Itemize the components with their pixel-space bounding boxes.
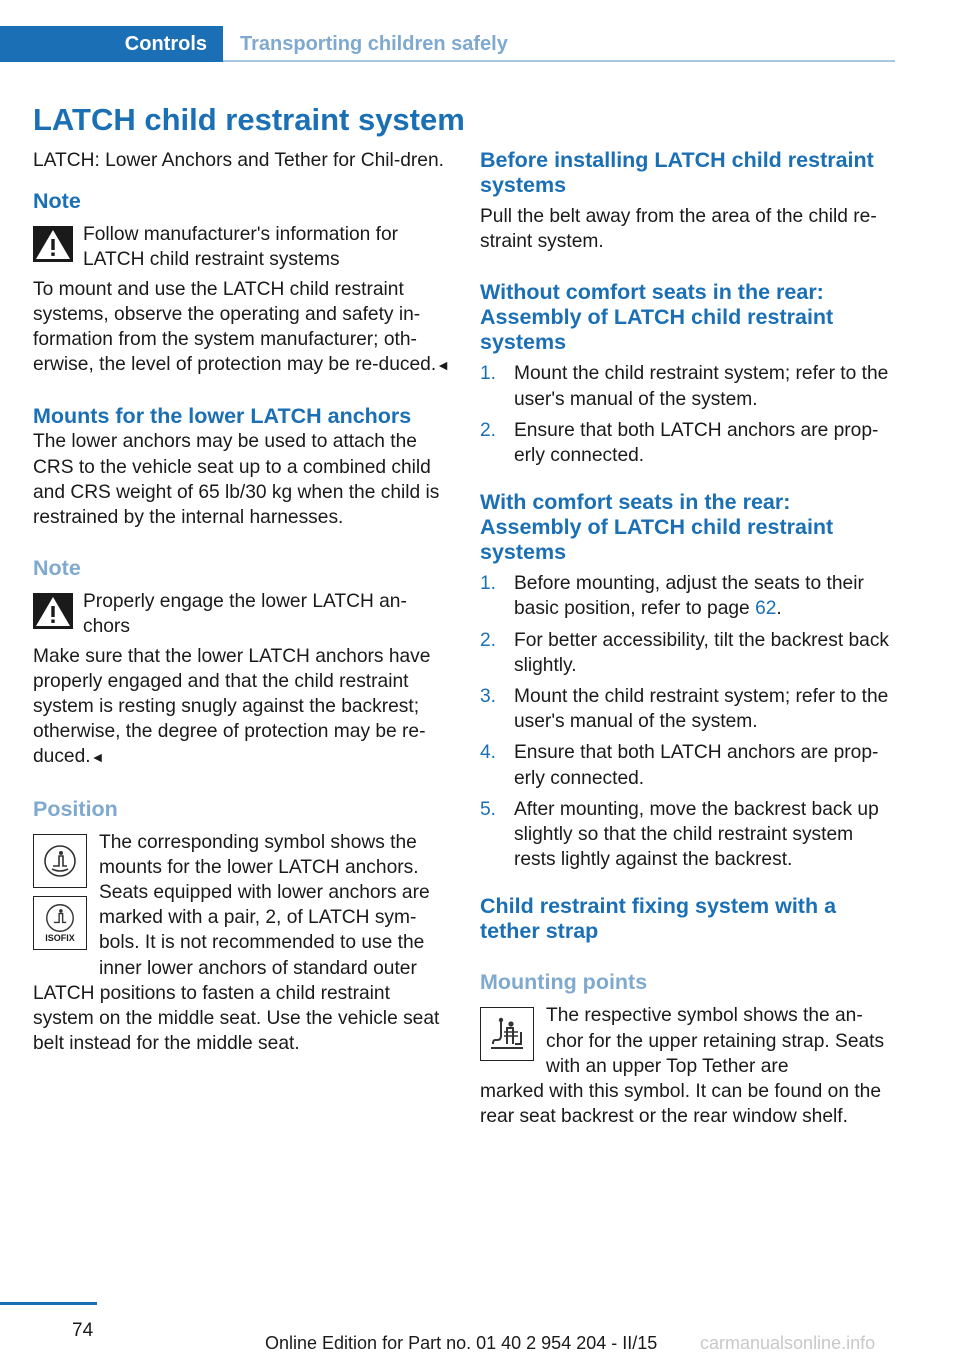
- footer-divider: [0, 1302, 97, 1305]
- intro-text: LATCH: Lower Anchors and Tether for Chil-dren.: [33, 150, 444, 171]
- before-heading: Before installing LATCH child restraint systems: [480, 148, 874, 197]
- end-mark-icon: ◄: [436, 357, 451, 374]
- list-item: 2. For better accessibility, tilt the backrest back slightly.: [480, 629, 890, 676]
- warning-triangle-icon: [33, 593, 73, 629]
- isofix-symbol-icon: [33, 896, 87, 950]
- without-heading: Without comfort seats in the rear: Assembly of LATCH child restraint systems: [480, 280, 834, 355]
- list-item: 2. Ensure that both LATCH anchors are prop-erly connected.: [480, 419, 879, 467]
- page-number: 74: [72, 1320, 94, 1341]
- mounting-heading: Mounting points: [480, 970, 648, 995]
- tether-heading: Child restraint fixing system with a tether strap: [480, 894, 837, 944]
- top-tether-symbol-icon: [480, 1007, 534, 1061]
- warning-triangle-icon: [33, 226, 73, 262]
- list-item: 3. Mount the child restraint system; refer to the user's manual of the system.: [480, 686, 889, 733]
- latch-symbol-icon: [33, 834, 87, 888]
- note1-heading: Note: [33, 189, 81, 214]
- right-column: [480, 148, 896, 1129]
- mounts-body: The lower anchors may be used to attach the CRS to the vehicle seat up to a combined child and CRS weight of 65 lb/30 kg when the child is restrained by the internal harnesses.: [33, 431, 440, 529]
- list-item: 5. After mounting, move the backrest back up slightly so that the child restraint system rests lightly against the backrest.: [480, 798, 879, 871]
- list-item: 1. Mount the child restraint system; refer to the user's manual of the system.: [480, 363, 889, 410]
- page-header: [0, 0, 960, 64]
- note2-lead: Properly engage the lower LATCH an-chors: [83, 591, 407, 638]
- note2-row: [33, 589, 451, 639]
- note2-heading: Note: [33, 556, 81, 581]
- edition-text: Online Edition for Part no. 01 40 2 954 204 - II/15: [265, 1333, 658, 1353]
- section-tab-transporting-children[interactable]: Transporting children safely: [240, 32, 508, 55]
- note1-body: To mount and use the LATCH child restraint systems, observe the operating and safety in-formation from the system manufacturer; oth-erwise, the level of protection may be re-duced.◄: [33, 278, 451, 376]
- position-block: [33, 830, 451, 1057]
- end-mark-icon: ◄: [90, 749, 105, 766]
- list-item: 1. Before mounting, adjust the seats to their basic position, refer to page 62.: [480, 573, 864, 620]
- page-title: LATCH child restraint system: [33, 102, 465, 137]
- note1-row: [33, 222, 451, 272]
- position-body-rest: LATCH positions to fasten a child restraint system on the middle seat. Use the vehicle seat belt instead for the middle seat.: [33, 982, 440, 1055]
- before-body: Pull the belt away from the area of the child re-straint system.: [480, 206, 877, 253]
- section-tab-controls[interactable]: Controls: [0, 26, 223, 62]
- mounting-body-indent: The respective symbol shows the an-chor for the upper retaining strap. Seats with an upper Top Tether are: [546, 1005, 885, 1077]
- without-steps-list: [480, 361, 896, 468]
- with-heading: With comfort seats in the rear: Assembly of LATCH child restraint systems: [480, 490, 834, 565]
- position-body-indent: The corresponding symbol shows the mounts for the lower LATCH anchors. Seats equipped with lower anchors are marked with a pair, 2, of LATCH sym-bols. It is not recommended to use the inner lower anchors of standard outer: [99, 831, 430, 979]
- position-heading: Position: [33, 796, 118, 821]
- list-item: 4. Ensure that both LATCH anchors are prop-erly connected.: [480, 742, 879, 789]
- mounting-block: [480, 1003, 896, 1129]
- mounts-heading: Mounts for the lower LATCH anchors: [33, 404, 412, 429]
- with-steps-list: [480, 571, 896, 872]
- header-divider: [223, 60, 895, 62]
- isofix-label: ISOFIX: [45, 932, 75, 943]
- watermark: carmanualsonline.info: [700, 1333, 876, 1353]
- left-column: [33, 148, 451, 1056]
- note1-lead: Follow manufacturer's information for LATCH child restraint systems: [83, 224, 399, 271]
- page-reference-link[interactable]: 62: [755, 598, 777, 620]
- note2-body: Make sure that the lower LATCH anchors have properly engaged and that the child restraint system is resting snugly against the backrest; otherwise, the degree of protection may be re-duced.◄: [33, 645, 431, 768]
- mounting-body-rest: marked with this symbol. It can be found on the rear seat backrest or the rear window shelf.: [480, 1081, 882, 1128]
